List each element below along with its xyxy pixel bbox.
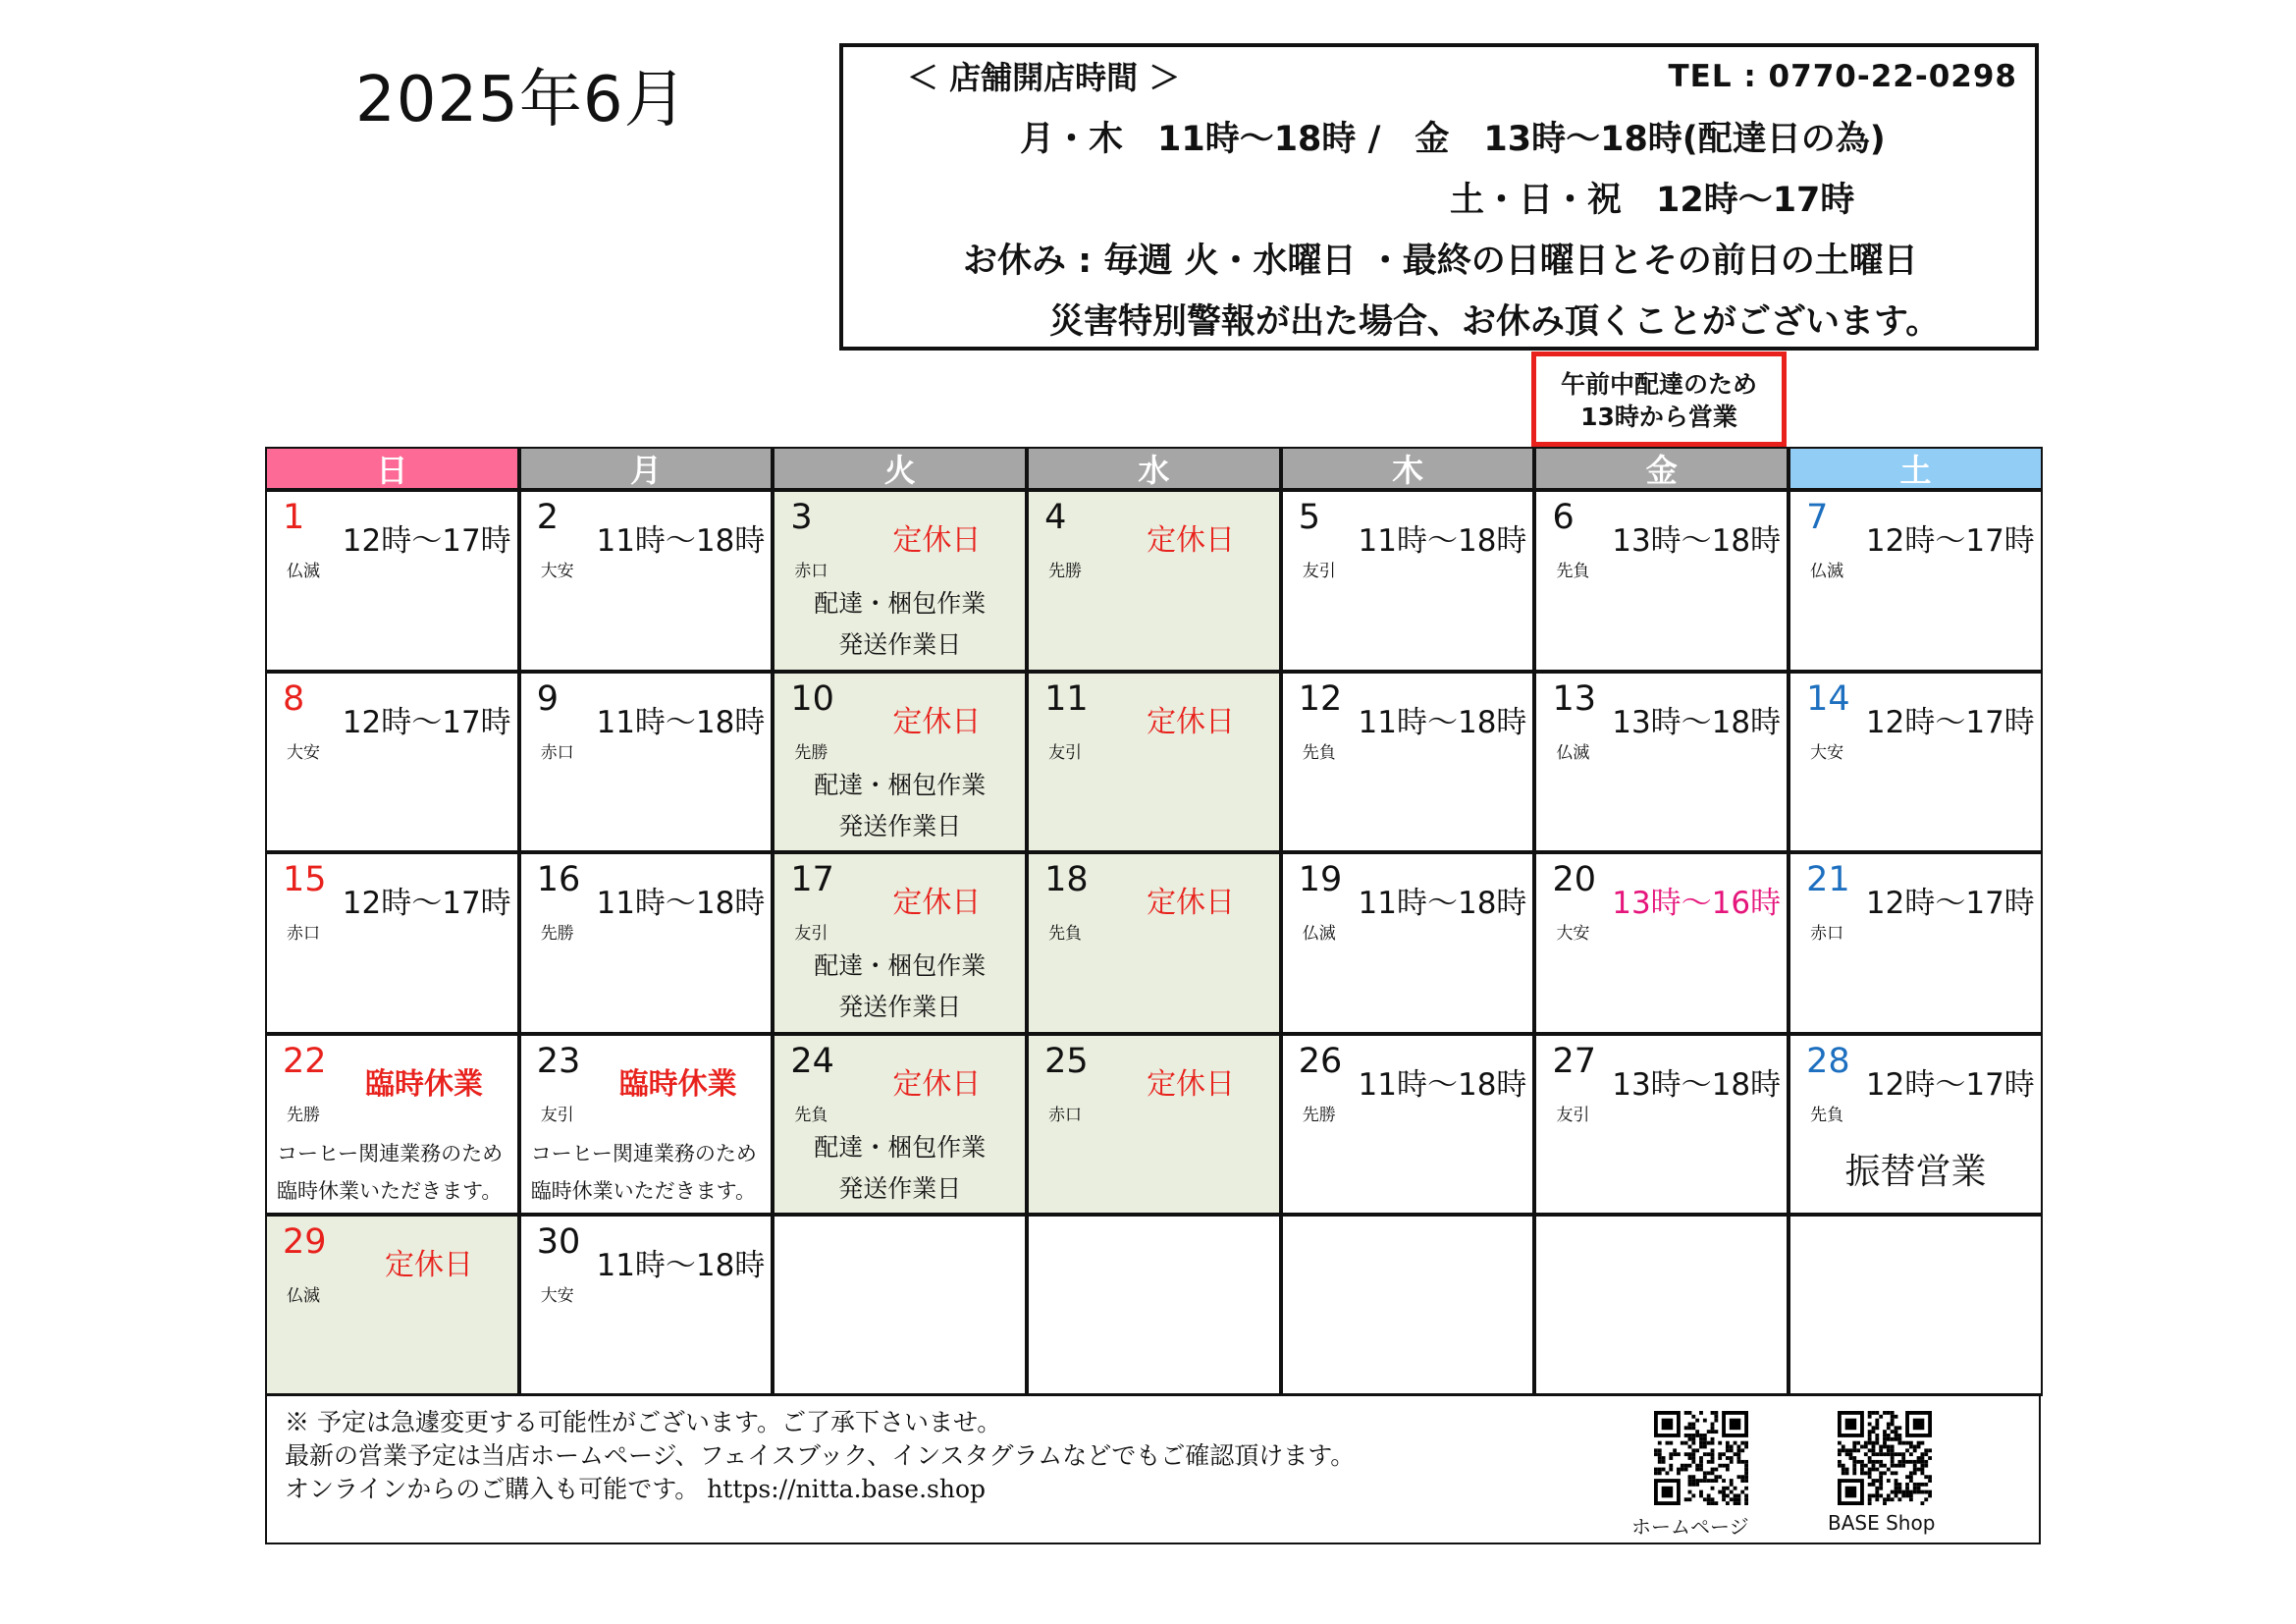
rokuyo-label: 先負: [1048, 924, 1083, 945]
business-hours: 11時～18時: [596, 1248, 766, 1284]
rokuyo-label: 友引: [1556, 1105, 1590, 1125]
day-number: 16: [536, 860, 581, 900]
day-cell[interactable]: [1281, 672, 1535, 853]
closure-reason: 臨時休業いただきます。: [277, 1178, 503, 1203]
day-number: 30: [536, 1222, 581, 1263]
business-hours: 12時～17時: [1865, 704, 2035, 740]
day-number: 13: [1552, 678, 1596, 719]
rokuyo-label: 仏滅: [1302, 924, 1336, 945]
closure-reason: コーヒー関連業務のため: [530, 1141, 757, 1165]
business-hours: 11時～18時: [1358, 704, 1527, 740]
day-number: 26: [1298, 1041, 1343, 1081]
rokuyo-label: 赤口: [794, 562, 828, 581]
rokuyo-label: 先勝: [540, 924, 574, 945]
day-cell[interactable]: [519, 672, 774, 853]
business-hours: 11時～18時: [1358, 523, 1527, 559]
day-cell[interactable]: [265, 852, 519, 1034]
weekday-header-cell: 木: [1281, 447, 1535, 490]
rokuyo-label: 友引: [794, 924, 828, 945]
day-cell[interactable]: [519, 1215, 774, 1396]
qr-code-homepage[interactable]: [1654, 1411, 1748, 1505]
closed-day-label: 定休日: [892, 886, 982, 921]
day-number: 11: [1044, 678, 1089, 719]
business-hours: 11時～18時: [1358, 886, 1527, 922]
rokuyo-label: 先勝: [1048, 562, 1083, 581]
hours-weekday: 月・木 11時～18時 / 金 13時～18時(配達日の為): [1020, 120, 1886, 159]
day-number: 17: [790, 860, 834, 900]
closed-day-label: 定休日: [892, 1066, 982, 1102]
rokuyo-label: 仏滅: [1810, 562, 1844, 581]
work-note: 発送作業日: [838, 993, 962, 1022]
work-note: 発送作業日: [838, 811, 962, 840]
day-cell[interactable]: [265, 490, 519, 672]
day-number: 14: [1806, 678, 1850, 719]
business-hours: 12時～17時: [342, 704, 511, 740]
day-cell[interactable]: [773, 672, 1027, 853]
footer-info: 最新の営業予定は当店ホームページ、フェイスブック、インスタグラムなどでもご確認頂けます。: [285, 1441, 1356, 1470]
footer-notice: ※ 予定は急遽変更する可能性がございます。ご了承下さいませ。: [285, 1408, 1002, 1436]
day-number: 9: [536, 678, 559, 719]
business-hours: 11時～18時: [596, 523, 766, 559]
business-hours: 12時～17時: [342, 523, 511, 559]
qr-label-homepage: ホームページ: [1631, 1515, 1749, 1539]
business-hours: 13時～18時: [1612, 523, 1782, 559]
rokuyo-label: 大安: [1556, 924, 1590, 945]
store-hours-box: [839, 43, 2039, 351]
day-number: 7: [1806, 498, 1829, 537]
calendar: [265, 447, 2043, 1396]
empty-cell: [773, 1215, 1027, 1396]
closed-day-label: 定休日: [892, 523, 982, 558]
business-hours: 13時～18時: [1612, 1066, 1782, 1103]
rokuyo-label: 大安: [1810, 742, 1844, 763]
day-number: 4: [1044, 498, 1067, 537]
rokuyo-label: 仏滅: [287, 562, 320, 581]
day-number: 18: [1044, 860, 1089, 900]
closure-reason: 臨時休業いただきます。: [530, 1178, 757, 1203]
day-cell[interactable]: [1534, 852, 1789, 1034]
day-number: 15: [283, 860, 327, 900]
empty-cell: [1281, 1215, 1535, 1396]
rokuyo-label: 赤口: [287, 924, 320, 945]
day-cell[interactable]: [265, 672, 519, 853]
day-cell[interactable]: [1281, 490, 1535, 672]
closed-days: お休み : 毎週 火・水曜日 ・最終の日曜日とその前日の土曜日: [963, 242, 1918, 281]
weekday-header-cell: 日: [265, 447, 519, 490]
day-number: 8: [283, 678, 305, 719]
rokuyo-label: 先負: [1302, 742, 1336, 763]
work-note: 発送作業日: [838, 630, 962, 659]
day-cell[interactable]: [773, 490, 1027, 672]
closed-day-label: 定休日: [1147, 886, 1236, 921]
rokuyo-label: 先勝: [794, 742, 828, 763]
day-cell[interactable]: [1027, 1034, 1281, 1216]
empty-cell: [1027, 1215, 1281, 1396]
day-number: 2: [536, 498, 559, 537]
rokuyo-label: 赤口: [1810, 924, 1844, 945]
hours-heading: ＜ 店舗開店時間 ＞: [907, 59, 1181, 96]
day-number: 22: [283, 1041, 327, 1081]
day-cell[interactable]: [265, 1034, 519, 1216]
day-number: 24: [790, 1041, 834, 1081]
business-hours: 12時～17時: [342, 886, 511, 922]
day-cell[interactable]: [1534, 672, 1789, 853]
work-note: 配達・梱包作業: [814, 951, 987, 981]
business-hours: 11時～18時: [596, 886, 766, 922]
closed-day-label: 定休日: [1147, 523, 1236, 558]
weekday-header-cell: 水: [1027, 447, 1281, 490]
qr-label-base-shop: BASE Shop: [1828, 1511, 1936, 1535]
work-note: 配達・梱包作業: [814, 770, 987, 799]
weekday-header-cell: 土: [1789, 447, 2043, 490]
friday-note: [1531, 352, 1787, 447]
disaster-notice: 災害特別警報が出た場合、お休み頂くことがございます。: [1049, 302, 1941, 342]
day-number: 5: [1298, 498, 1321, 537]
rokuyo-label: 大安: [287, 742, 320, 763]
rokuyo-label: 仏滅: [1556, 742, 1590, 763]
day-number: 28: [1806, 1041, 1850, 1081]
qr-code-base-shop[interactable]: [1838, 1411, 1932, 1505]
closed-day-label: 定休日: [1147, 1066, 1236, 1102]
footer: [265, 1393, 2041, 1544]
closed-day-label: 定休日: [892, 704, 982, 739]
temporary-closure-label: 臨時休業: [365, 1066, 483, 1102]
rokuyo-label: 友引: [1048, 742, 1083, 763]
rokuyo-label: 先負: [794, 1105, 828, 1125]
rokuyo-label: 先勝: [287, 1105, 320, 1125]
day-cell[interactable]: [1027, 852, 1281, 1034]
day-number: 27: [1552, 1041, 1596, 1081]
day-cell[interactable]: [773, 1034, 1027, 1216]
temporary-closure-label: 臨時休業: [618, 1066, 737, 1102]
rokuyo-label: 友引: [540, 1105, 574, 1125]
hours-weekend: 土・日・祝 12時～17時: [1450, 181, 1855, 220]
calendar-grid: [265, 490, 2043, 1396]
day-number: 1: [283, 498, 305, 537]
day-cell[interactable]: [1281, 852, 1535, 1034]
business-hours: 11時～18時: [596, 704, 766, 740]
business-hours: 12時～17時: [1865, 886, 2035, 922]
closure-reason: コーヒー関連業務のため: [277, 1141, 504, 1165]
closed-day-label: 定休日: [385, 1248, 473, 1283]
business-hours: 12時～17時: [1865, 523, 2035, 559]
work-note: 発送作業日: [838, 1173, 962, 1203]
day-cell[interactable]: [1534, 490, 1789, 672]
rokuyo-label: 大安: [540, 562, 574, 581]
rokuyo-label: 先負: [1810, 1105, 1844, 1125]
day-cell[interactable]: [519, 852, 774, 1034]
day-cell[interactable]: [1027, 672, 1281, 853]
day-cell[interactable]: [1789, 672, 2043, 853]
work-note: 配達・梱包作業: [814, 589, 987, 618]
rokuyo-label: 先負: [1556, 562, 1590, 581]
rokuyo-label: 赤口: [540, 742, 574, 763]
day-cell[interactable]: [1281, 1034, 1535, 1216]
day-number: 29: [283, 1222, 327, 1263]
rokuyo-label: 友引: [1302, 562, 1336, 581]
day-number: 23: [536, 1041, 581, 1081]
day-number: 21: [1806, 860, 1850, 900]
rokuyo-label: 赤口: [1048, 1105, 1083, 1125]
day-number: 10: [790, 678, 834, 719]
day-cell[interactable]: [1534, 1034, 1789, 1216]
weekday-header-cell: 金: [1534, 447, 1789, 490]
day-cell[interactable]: [1789, 852, 2043, 1034]
day-number: 25: [1044, 1041, 1089, 1081]
day-number: 3: [790, 498, 813, 537]
weekday-header-cell: 火: [773, 447, 1027, 490]
day-number: 20: [1552, 860, 1596, 900]
business-hours: 11時～18時: [1358, 1066, 1527, 1103]
substitute-business-note: 振替営業: [1844, 1151, 1987, 1192]
phone-number: TEL : 0770-22-0298: [1668, 59, 2017, 94]
empty-cell: [1534, 1215, 1789, 1396]
business-hours: 12時～17時: [1865, 1066, 2035, 1103]
business-hours: 13時～16時: [1612, 886, 1782, 922]
day-cell[interactable]: [1789, 1034, 2043, 1216]
friday-note-line2: 13時から営業: [1580, 403, 1737, 431]
weekday-header-cell: 月: [519, 447, 774, 490]
day-number: 12: [1298, 678, 1343, 719]
rokuyo-label: 先勝: [1302, 1105, 1336, 1125]
day-cell[interactable]: [1027, 490, 1281, 672]
day-cell[interactable]: [519, 490, 774, 672]
footer-online: オンラインからのご購入も可能です。 https://nitta.base.shop: [285, 1475, 986, 1503]
day-cell[interactable]: [265, 1215, 519, 1396]
day-number: 19: [1298, 860, 1343, 900]
day-cell[interactable]: [1789, 490, 2043, 672]
weekday-header: [265, 447, 2043, 490]
day-cell[interactable]: [773, 852, 1027, 1034]
closed-day-label: 定休日: [1147, 704, 1236, 739]
day-number: 6: [1552, 498, 1575, 537]
rokuyo-label: 大安: [540, 1286, 574, 1307]
month-title: 2025年6月: [355, 64, 688, 136]
rokuyo-label: 仏滅: [287, 1286, 320, 1307]
day-cell[interactable]: [519, 1034, 774, 1216]
work-note: 配達・梱包作業: [814, 1132, 987, 1162]
empty-cell: [1789, 1215, 2043, 1396]
friday-note-line1: 午前中配達のため: [1560, 370, 1757, 399]
business-hours: 13時～18時: [1612, 704, 1782, 740]
